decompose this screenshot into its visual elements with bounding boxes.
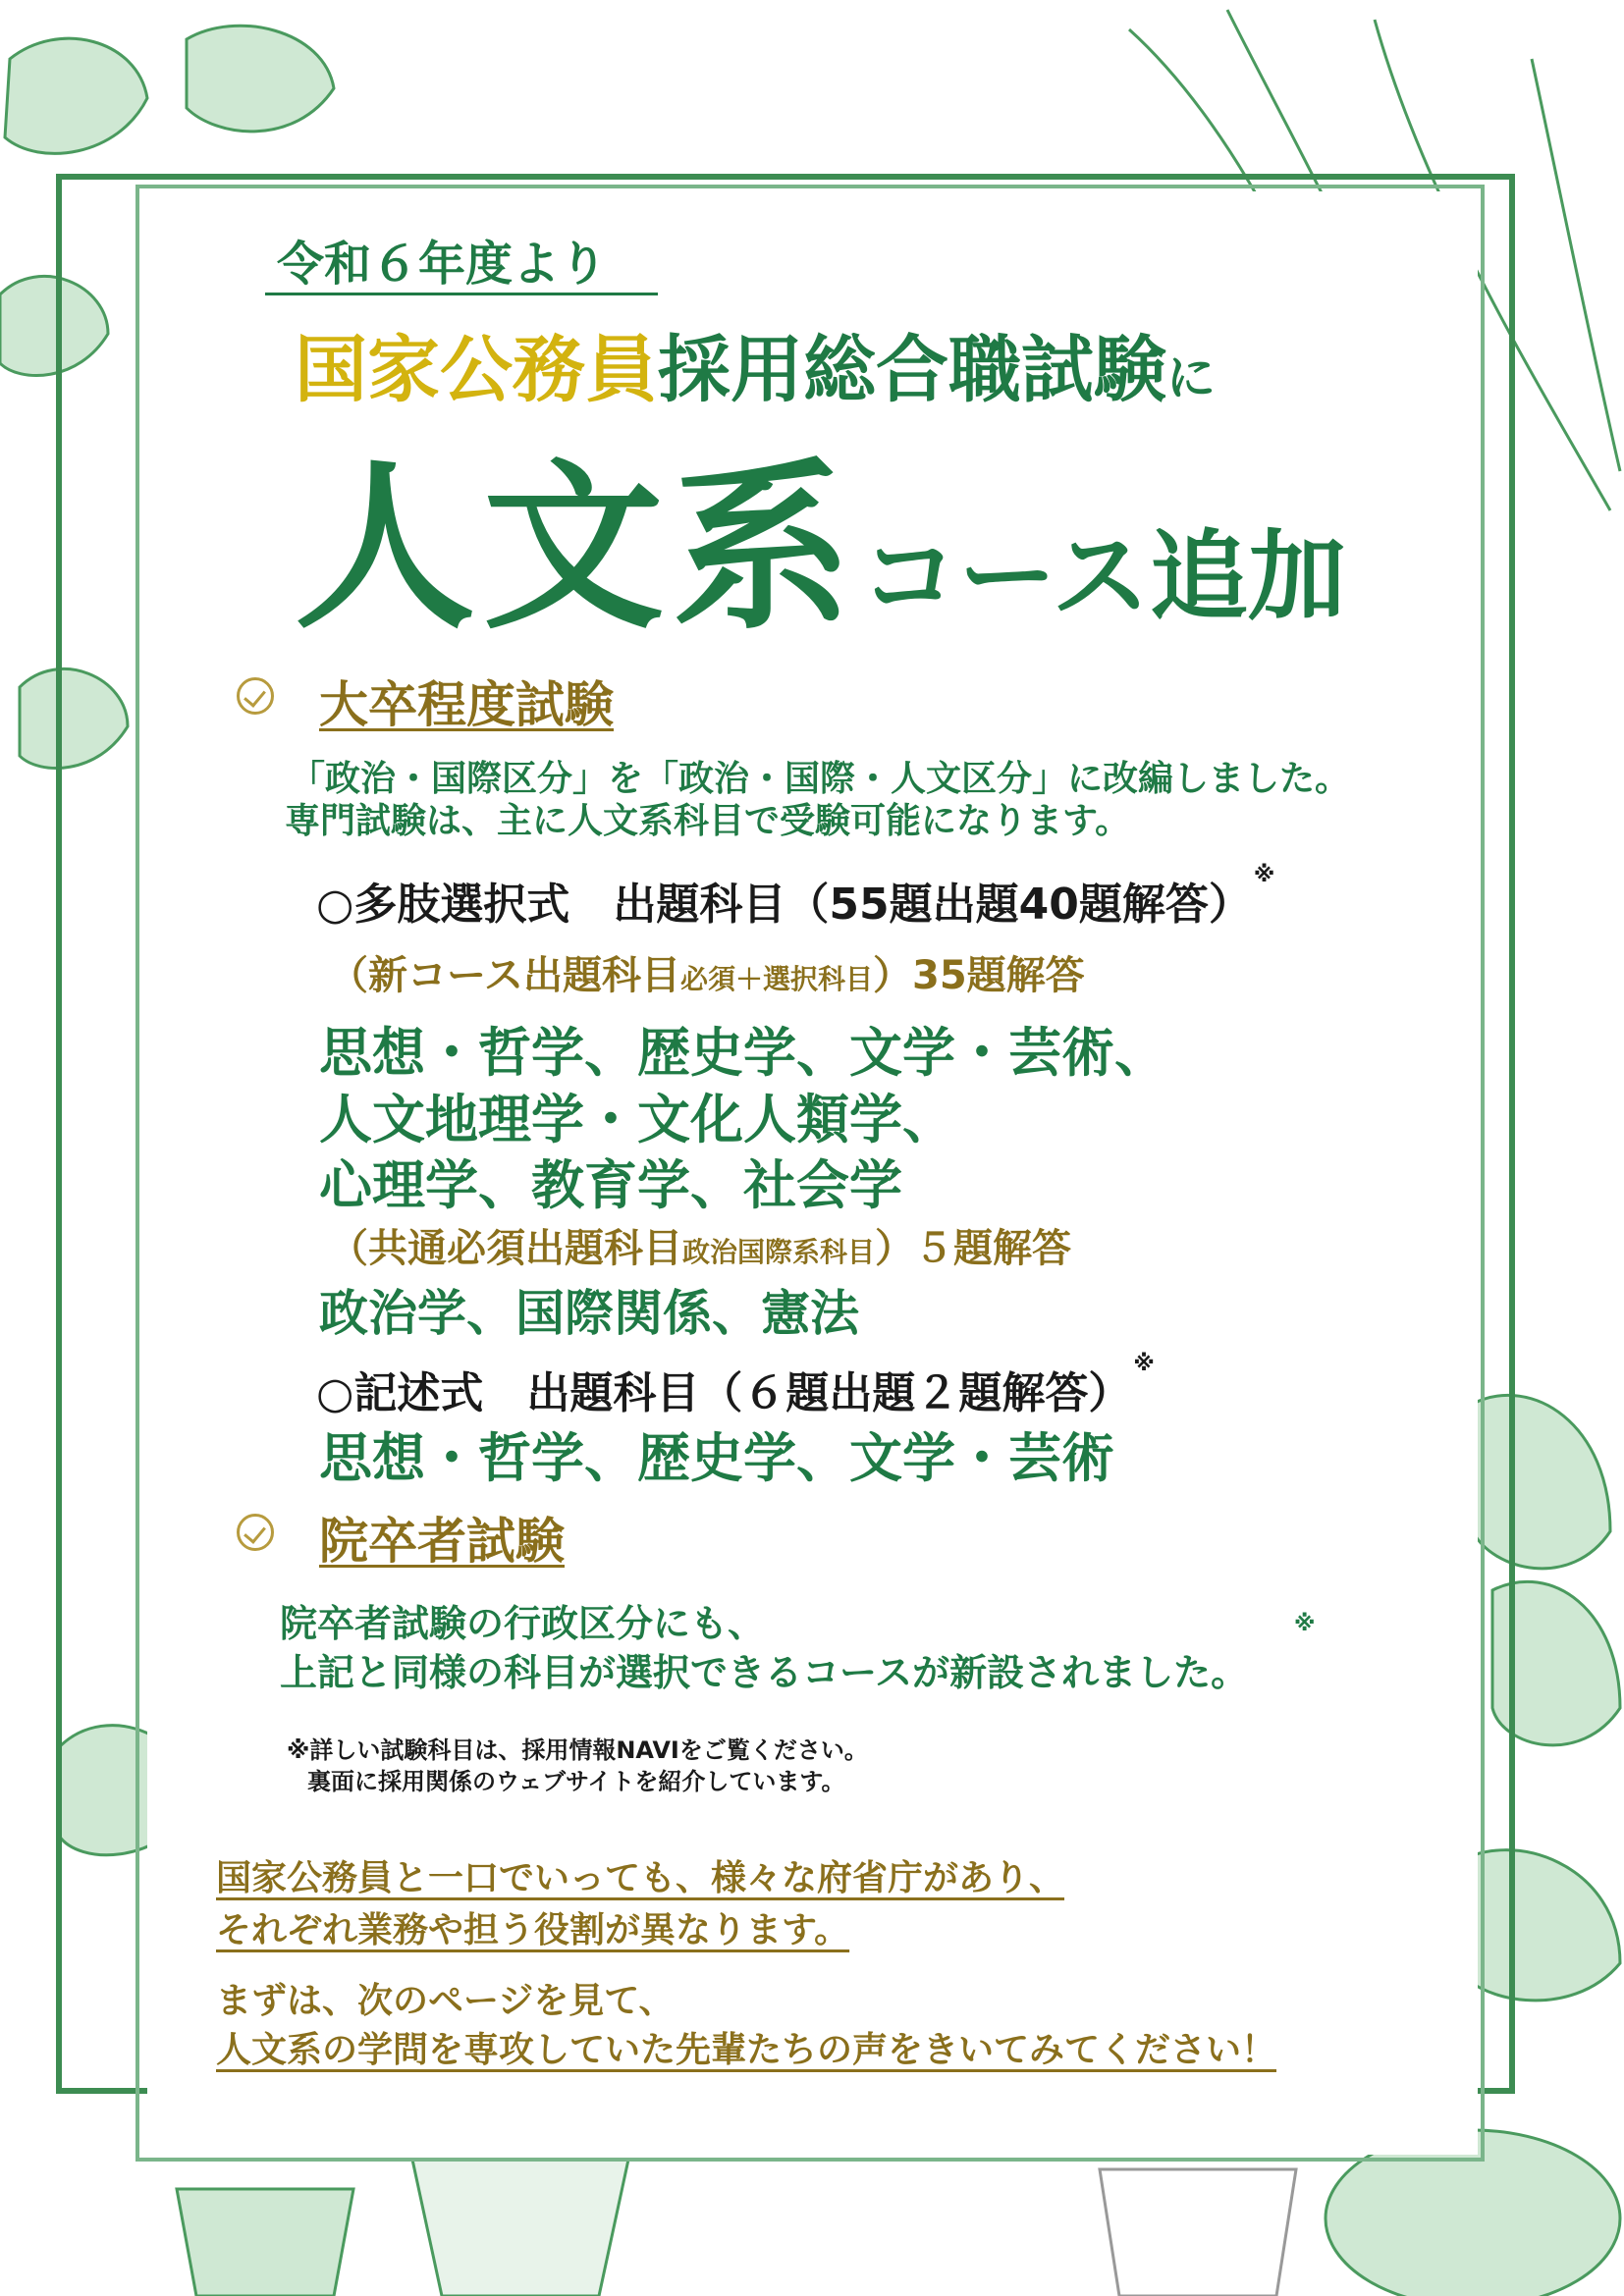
headline-small: コース追加 — [860, 519, 1347, 634]
new-subjects-2: 人文地理学・文化人類学、 — [319, 1089, 955, 1150]
headline — [295, 402, 1346, 663]
section2-heading: 院卒者試験 — [319, 1513, 565, 1570]
title-part2: 採用総合職試験 — [658, 328, 1166, 412]
common-end: ）５題解答 — [875, 1226, 1072, 1271]
new-course-label-text: （新コース出題科目 — [329, 953, 680, 998]
leaf-right-3 — [1453, 1850, 1620, 2001]
pot-2 — [412, 2160, 628, 2296]
check-icon — [237, 1514, 274, 1551]
essay-heading — [316, 1352, 1155, 1420]
mc-note-mark: ※ — [1253, 863, 1275, 887]
main-title — [295, 312, 1216, 416]
title-part1: 国家公務員 — [295, 328, 658, 412]
frond-top-right-4 — [1532, 59, 1620, 471]
essay-note-mark: ※ — [1133, 1352, 1155, 1376]
section1-desc-1: 「政治・国際区分」を「政治・国際・人文区分」に改編しました。 — [290, 759, 1351, 799]
pot-1 — [177, 2189, 353, 2296]
section1-heading: 大卒程度試験 — [319, 676, 614, 733]
leaf-top-left-1 — [5, 38, 147, 153]
new-subjects-1: 思想・哲学、歴史学、文学・芸術、 — [319, 1022, 1167, 1084]
essay-heading-text: ○記述式 出題科目（６題出題２題解答） — [316, 1368, 1132, 1418]
multiple-choice-heading — [316, 863, 1275, 932]
intro-text: 令和６年度より — [277, 237, 608, 292]
section2-desc-1: 院卒者試験の行政区分にも、 — [280, 1602, 766, 1645]
closing-line-3: まずは、次のページを見て、 — [216, 1981, 675, 2021]
common-label-text: （共通必須出題科目 — [329, 1226, 682, 1271]
section2-note-mark: ※ — [1294, 1612, 1316, 1636]
new-course-end: ）35題解答 — [873, 953, 1085, 998]
new-course-label — [329, 944, 1085, 1000]
pot-4 — [1326, 2130, 1620, 2296]
common-small: 政治国際系科目 — [682, 1236, 876, 1268]
section2-desc-2: 上記と同様の科目が選択できるコースが新設されました。 — [280, 1651, 1249, 1694]
essay-subjects: 思想・哲学、歴史学、文学・芸術 — [319, 1427, 1114, 1489]
new-subjects-3: 心理学、教育学、社会学 — [319, 1154, 902, 1216]
title-particle: に — [1166, 349, 1216, 406]
closing-line-1: 国家公務員と一口でいっても、様々な府省庁があり、 — [216, 1858, 1065, 1898]
closing-line-4: 人文系の学問を専攻していた先輩たちの声をきいてみてください！ — [216, 2030, 1277, 2070]
leaf-top-left-3 — [0, 276, 108, 375]
leaf-left-mid — [20, 668, 128, 768]
common-subjects: 政治学、国際関係、憲法 — [319, 1285, 859, 1342]
check-icon — [237, 677, 274, 715]
note-line-2: 裏面に採用関係のウェブサイトを紹介しています。 — [307, 1768, 845, 1795]
mc-heading-text: ○多肢選択式 出題科目（55題出題40題解答） — [316, 880, 1252, 930]
closing-line-2: それぞれ業務や担う役割が異なります。 — [216, 1910, 850, 1950]
pot-3 — [1100, 2169, 1296, 2296]
leaf-right-1 — [1473, 1395, 1610, 1568]
common-label — [329, 1217, 1071, 1273]
new-course-small: 必須＋選択科目 — [680, 963, 874, 995]
section1-desc-2: 専門試験は、主に人文系科目で受験可能になります。 — [285, 801, 1131, 841]
headline-big: 人文系 — [295, 444, 861, 654]
intro-underline — [265, 293, 658, 295]
note-line-1: ※詳しい試験科目は、採用情報NAVIをご覧ください。 — [287, 1736, 868, 1764]
leaf-top-left-2 — [187, 26, 334, 132]
